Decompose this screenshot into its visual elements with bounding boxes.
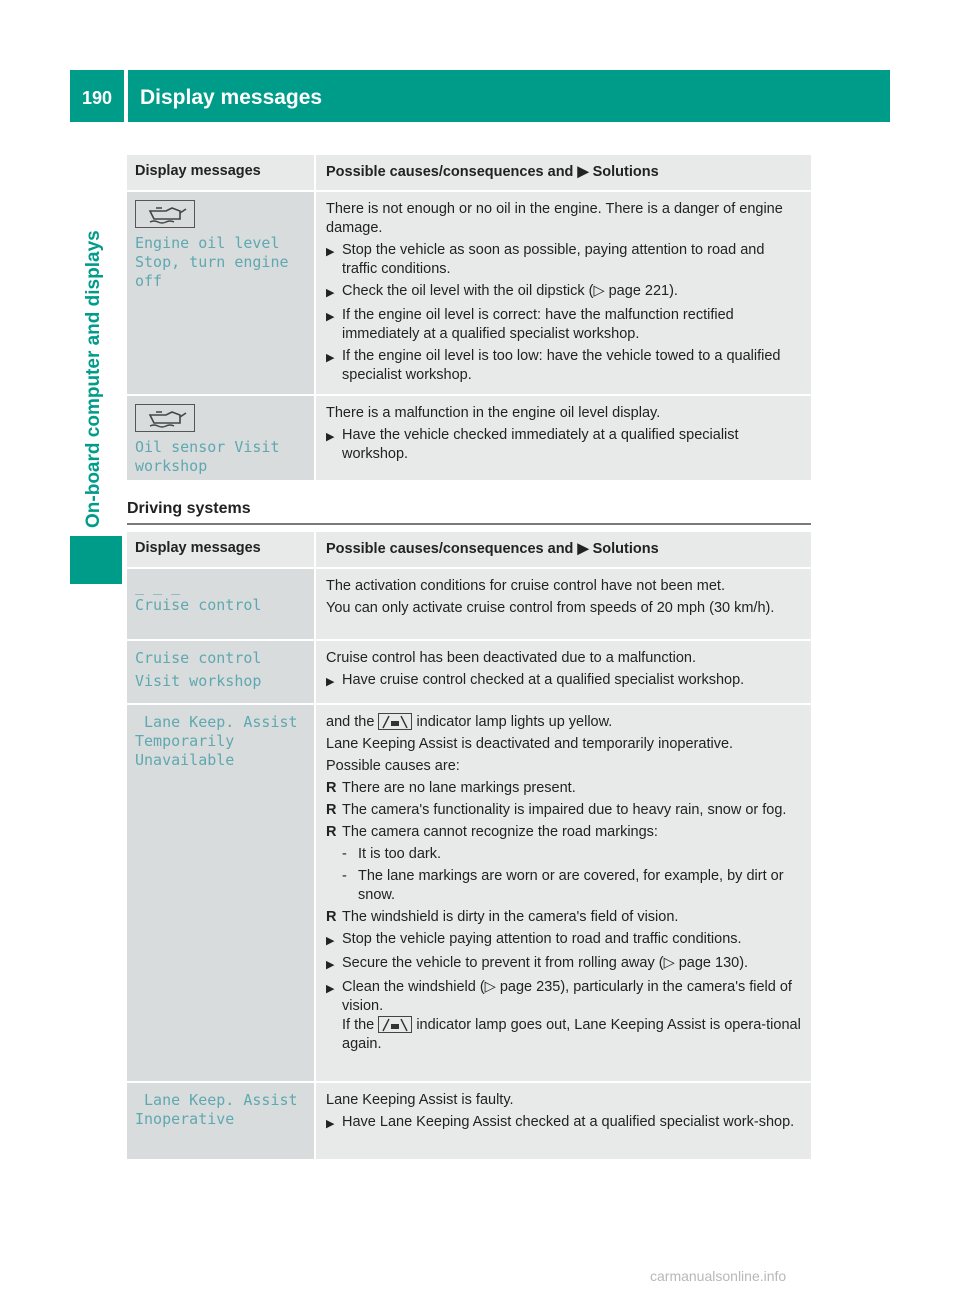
bullet-icon: R xyxy=(326,802,337,818)
bullet-icon: R xyxy=(326,824,337,840)
description-cell xyxy=(314,569,811,639)
action-item xyxy=(326,426,803,464)
text-fragment: indicator lamp goes out, Lane Keeping Assist is opera-tional again. xyxy=(342,1017,801,1052)
action-text: Have the vehicle checked immediately at a qualified specialist workshop. xyxy=(342,427,739,462)
page-number: 190 xyxy=(81,88,113,108)
message-cell xyxy=(127,1083,314,1159)
bullet-text: The camera's functionality is impaired due to heavy rain, snow or fog. xyxy=(342,802,787,818)
table-row xyxy=(127,705,811,1083)
table-row xyxy=(127,396,811,482)
table-row xyxy=(127,192,811,396)
table-header xyxy=(127,155,811,192)
description-text: Lane Keeping Assist is faulty. xyxy=(326,1092,514,1108)
oil-can-icon xyxy=(135,200,195,228)
bullet-item xyxy=(326,779,803,798)
table-row xyxy=(127,1083,811,1161)
message-engine-oil-level: Engine oil level Stop, turn engine off xyxy=(135,234,289,290)
action-item xyxy=(326,671,803,692)
message-lane-keep-inoperative: Lane Keep. Assist Inoperative xyxy=(135,1091,298,1128)
action-text: If the engine oil level is too low: have the vehicle towed to a qualified specialist workshop. xyxy=(342,348,781,383)
arrow-icon: ▶ xyxy=(326,1118,335,1130)
bullet-icon: R xyxy=(326,909,337,925)
side-tab-marker xyxy=(70,536,122,584)
message-cruise-control: _ _ _ Cruise control xyxy=(135,577,262,614)
description-cell xyxy=(314,1083,811,1159)
arrow-icon: ▶ xyxy=(326,935,335,947)
dash-icon: - xyxy=(342,846,347,862)
action-text: Secure the vehicle to prevent it from rolling away (▷ page 130). xyxy=(342,955,749,971)
bullet-text: The camera cannot recognize the road markings: xyxy=(342,824,658,840)
action-text xyxy=(342,978,803,1054)
dash-icon: - xyxy=(342,868,347,884)
message-cell xyxy=(127,569,314,639)
header-display-messages: Display messages xyxy=(127,532,314,567)
action-item xyxy=(326,347,803,385)
bullet-text: The windshield is dirty in the camera's field of vision. xyxy=(342,909,679,925)
description-cell xyxy=(314,192,811,394)
action-text: If the engine oil level is correct: have the malfunction rectified immediately at a qualified specialist workshop. xyxy=(342,307,734,342)
text-fragment: Clean the windshield (▷ page 235), particularly in the camera's field of vision. xyxy=(342,979,792,1014)
section-divider xyxy=(127,523,811,525)
arrow-icon: ▶ xyxy=(326,959,335,971)
lane-keeping-assist-icon xyxy=(378,713,412,730)
action-item xyxy=(326,930,803,951)
bullet-item xyxy=(326,908,803,927)
description-text: Cruise control has been deactivated due to a malfunction. xyxy=(326,650,696,666)
lane-keeping-assist-icon xyxy=(378,1016,412,1033)
arrow-icon: ▶ xyxy=(326,246,335,258)
action-text: Check the oil level with the oil dipstick (▷ page 221). xyxy=(342,283,678,299)
driving-systems-table xyxy=(127,532,811,1161)
action-text: Have Lane Keeping Assist checked at a qualified specialist work-shop. xyxy=(342,1114,795,1130)
text-fragment: indicator lamp lights up yellow. xyxy=(416,714,613,730)
action-item xyxy=(326,954,803,975)
action-item xyxy=(326,1113,803,1134)
dash-item xyxy=(342,845,803,864)
action-text: Stop the vehicle as soon as possible, paying attention to road and traffic conditions. xyxy=(342,242,765,277)
action-item xyxy=(326,306,803,344)
description-cell xyxy=(314,705,811,1081)
arrow-icon: ▶ xyxy=(326,676,335,688)
message-lane-keep-unavailable: Lane Keep. Assist Temporarily Unavailable xyxy=(135,713,298,769)
text-fragment: and the xyxy=(326,714,375,730)
action-item xyxy=(326,978,803,1054)
arrow-icon: ▶ xyxy=(326,431,335,443)
header-causes-solutions: Possible causes/consequences and ▶ Solutions xyxy=(314,532,811,567)
dash-item xyxy=(342,867,803,905)
description-cell xyxy=(314,641,811,703)
arrow-icon: ▶ xyxy=(326,983,335,995)
description-text: There is not enough or no oil in the engine. There is a danger of engine damage. xyxy=(326,201,783,236)
message-cell xyxy=(127,705,314,1081)
table-row xyxy=(127,641,811,705)
bullet-text: There are no lane markings present. xyxy=(342,780,576,796)
bullet-item xyxy=(326,823,803,842)
text-fragment: If the xyxy=(342,1017,375,1033)
message-oil-sensor: Oil sensor Visit workshop xyxy=(135,438,280,475)
watermark: carmanualsonline.info xyxy=(650,1268,787,1284)
arrow-icon: ▶ xyxy=(326,311,335,323)
side-tab-label: On-board computer and displays xyxy=(83,230,104,528)
table-header xyxy=(127,532,811,569)
message-cruise-control-name: Cruise control xyxy=(135,649,262,667)
section-title-driving-systems: Driving systems xyxy=(127,500,251,517)
engine-oil-table xyxy=(127,155,811,482)
arrow-icon: ▶ xyxy=(326,287,335,299)
message-cell xyxy=(127,396,314,480)
oil-can-icon xyxy=(135,404,195,432)
description-text: Possible causes are: xyxy=(326,758,460,774)
table-row xyxy=(127,569,811,641)
message-cell xyxy=(127,641,314,703)
message-visit-workshop: Visit workshop xyxy=(135,672,262,690)
dash-text: It is too dark. xyxy=(358,846,442,862)
bullet-item xyxy=(326,801,803,820)
action-text: Stop the vehicle paying attention to road and traffic conditions. xyxy=(342,931,742,947)
description-text xyxy=(326,713,803,732)
description-cell xyxy=(314,396,811,480)
description-text: The activation conditions for cruise control have not been met. xyxy=(326,578,725,594)
arrow-icon: ▶ xyxy=(326,352,335,364)
action-item xyxy=(326,241,803,279)
header-divider xyxy=(124,70,128,122)
header-causes-solutions: Possible causes/consequences and ▶ Solutions xyxy=(314,155,811,190)
message-cell xyxy=(127,192,314,394)
action-item xyxy=(326,282,803,303)
header-display-messages: Display messages xyxy=(127,155,314,190)
dash-text: The lane markings are worn or are covered, for example, by dirt or snow. xyxy=(358,868,784,903)
description-text: You can only activate cruise control from speeds of 20 mph (30 km/h). xyxy=(326,600,775,616)
description-text: There is a malfunction in the engine oil level display. xyxy=(326,405,661,421)
description-text: Lane Keeping Assist is deactivated and temporarily inoperative. xyxy=(326,736,734,752)
page-title: Display messages xyxy=(140,86,323,109)
bullet-icon: R xyxy=(326,780,337,796)
action-text: Have cruise control checked at a qualified specialist workshop. xyxy=(342,672,745,688)
